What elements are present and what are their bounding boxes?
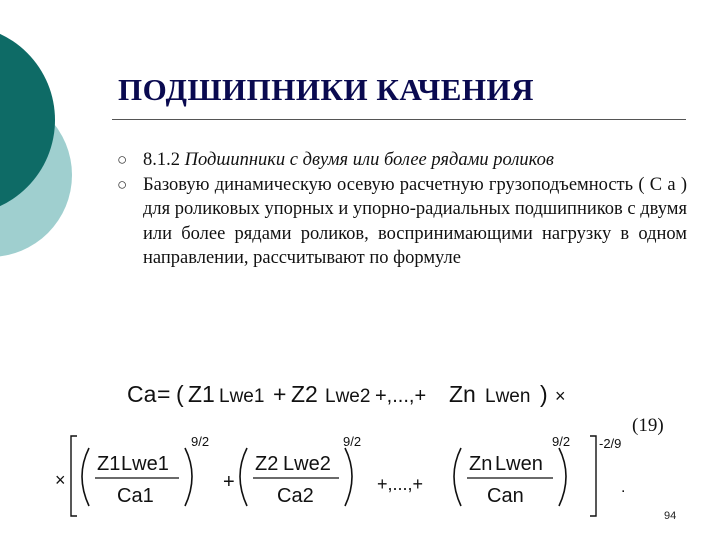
f1-denominator: Ca1 <box>117 485 154 507</box>
bullet-list <box>117 148 687 271</box>
f2-numerator-l: Lwe2 <box>283 453 331 475</box>
formula-end-dot: . <box>621 479 626 496</box>
f1-exponent: 9/2 <box>191 434 210 449</box>
page-number: 94 <box>664 510 677 522</box>
right-paren-fn <box>559 448 566 506</box>
plus-sign: + <box>273 381 287 407</box>
fn-numerator-l: Lwen <box>495 453 543 475</box>
close-paren: ) <box>540 381 548 407</box>
equation-number: (19) <box>632 415 664 436</box>
zn-coef: Zn <box>449 381 476 407</box>
l-we1: Lwe1 <box>219 386 265 407</box>
formula-19 <box>55 370 655 530</box>
hollow-circle-bullet-icon: ○ <box>117 150 128 169</box>
l-we2: Lwe2 <box>325 386 371 407</box>
f1-numerator-l: Lwe1 <box>121 453 169 475</box>
l-wen: Lwen <box>485 386 531 407</box>
f2-exponent: 9/2 <box>343 434 362 449</box>
fn-numerator-z: Zn <box>469 453 493 475</box>
ellipsis-plus: +,...,+ <box>375 385 427 407</box>
times-sign: × <box>555 386 566 406</box>
times-sign-2: × <box>55 470 66 490</box>
left-paren-f1 <box>82 448 89 506</box>
z2-coef: Z2 <box>291 381 318 407</box>
f2-denominator: Ca2 <box>277 485 314 507</box>
fn-denominator: Can <box>487 485 524 507</box>
hollow-circle-bullet-icon: ○ <box>117 174 128 194</box>
left-paren-fn <box>454 448 461 506</box>
left-outer-bracket <box>71 436 77 516</box>
bullet-item-section <box>117 148 687 173</box>
right-paren-f2 <box>345 448 352 506</box>
fn-exponent: 9/2 <box>552 434 571 449</box>
bullet-item-description <box>117 173 687 271</box>
f1-numerator-z: Z1 <box>97 453 121 475</box>
section-number: 8.1.2 <box>143 150 185 170</box>
ca-symbol: Ca <box>127 381 157 407</box>
ellipsis-plus-2: +,...,+ <box>377 474 424 494</box>
f2-numerator-z: Z2 <box>255 453 279 475</box>
open-paren: ( <box>176 381 184 407</box>
description-text: Базовую динамическую осевую расчетную грузоподъемность ( C a ) для роликовых упорных и упорно-радиальных подшипников с двумя или более рядами роликов, воспринимающими нагрузку в одном направлении, рассчитывают по формуле <box>143 174 687 268</box>
equals-sign: = <box>157 381 171 407</box>
section-heading: Подшипники с двумя или более рядами роликов <box>184 150 554 170</box>
plus-sign-2: + <box>223 471 235 493</box>
decorative-circles <box>0 0 120 300</box>
slide-title: ПОДШИПНИКИ КАЧЕНИЯ <box>118 72 535 107</box>
title-underline <box>112 119 686 120</box>
formula-line-2 <box>55 434 625 516</box>
right-outer-bracket <box>590 436 596 516</box>
right-paren-f1 <box>185 448 192 506</box>
formula-line-1 <box>127 381 566 407</box>
outer-exponent: -2/9 <box>599 436 622 451</box>
z1-coef: Z1 <box>188 381 215 407</box>
left-paren-f2 <box>240 448 247 506</box>
